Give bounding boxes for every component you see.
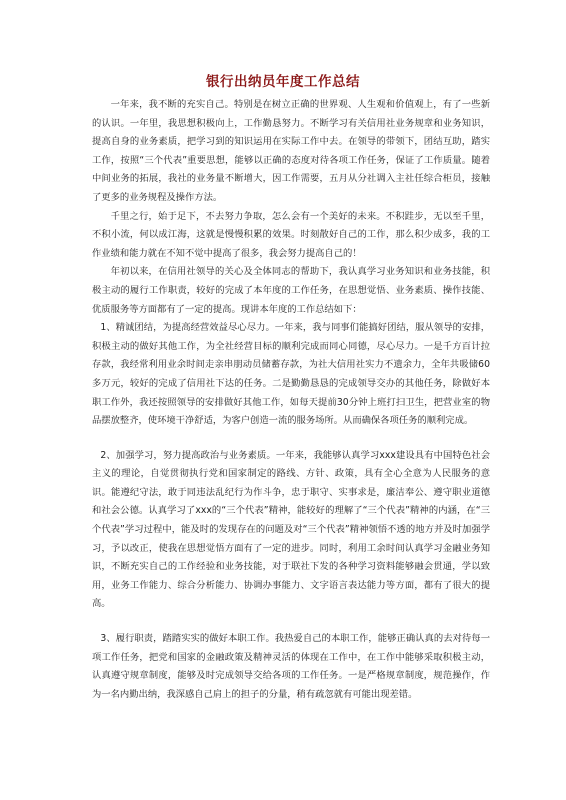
paragraph-accumulation: 千里之行，始于足下，不去努力争取，怎么会有一个美好的未来。不积跬步，无以至千里，不积小流，何以成江海，这就是慢慢积累的效果。时刻散好自己的工作，那么积少成多，我的工作业绩和能力就在不知不觉中提高了很多，我会努力提高自己的！: [92, 210, 490, 259]
paragraph-item-1: 1、精诚团结，为提高经营效益尽心尽力。一年来，我与同事们能搞好团结，服从领导的安排，积极主动的做好其他工作，为全社经营目标的顺利完成而同心同德，尽心尽力。一是千方百计拉存款，我经常利用业余时间走亲串朋动员储蓄存款，为社大信用社实力不遗余力，全年共吸储60多万元，较好的完成了信用社下达的任务。二是勤勤恳恳的完成领导交办的其他任务，除做好本职工作外，我还按照领导的安排做好其他工作，如每天提前30分钟上班打扫卫生，把营业室的物品摆放整齐，使环境干净舒适，为客户创造一流的服务场所。从而确保各项任务的顺利完成。: [92, 322, 490, 427]
paragraph-item-2: 2、加强学习，努力提高政治与业务素质。一年来，我能够认真学习xxx建设具有中国特色社会主义的理论，自觉贯彻执行党和国家制定的路线、方针、政策，具有全心全意为人民服务的意识。能遵纪守法，敢于同违法乱纪行为作斗争，忠于职守、实事求是，廉洁奉公、遵守职业道德和社会公德。认真学习了xxx的“三个代表”精神，能较好的理解了“三个代表”精神的内涵，在“三个代表”学习过程中，能及时的发现存在的问题及对“三个代表”精神领悟不透的地方并及时加强学习，予以改正，使我在思想觉悟方面有了一定的进步。同时，利用工余时间认真学习金融业务知识，不断充实自己的工作经验和业务技能，对于联社下发的各种学习资料能够融会贯通，学以致用，业务工作能力、综合分析能力、协调办事能力、文字语言表达能力等方面，都有了很大的提高。: [92, 449, 490, 610]
paragraph-intro: 一年来，我不断的充实自己。特别是在树立正确的世界观、人生观和价值观上，有了一些新的认识。一年里，我思想积极向上，工作勤恳努力。不断学习有关信用社业务规章和业务知识，提高自身的业务素质，把学习到的知识运用在实际工作中去。在领导的带领下，团结互助，踏实工作，按照“三个代表”重要思想，能够以正确的态度对待各项工作任务，保证了工作质量。随着中间业务的拓展，我社的业务量不断增大，因工作需要，五月从分社调入主社任综合柜员，接触了更多的业务规程及操作方法。: [92, 99, 490, 203]
document-title: 银行出纳员年度工作总结: [206, 74, 360, 90]
document-body: [92, 96, 490, 704]
paragraph-gap: [92, 614, 490, 630]
paragraph-gap: [92, 431, 490, 447]
paragraph-item-3: 3、履行职责，踏踏实实的做好本职工作。我热爱自己的本职工作，能够正确认真的去对待每一项工作任务，把党和国家的金融政策及精神灵活的体现在工作中，在工作中能够采取积极主动，认真遵守规章制度，能够及时完成领导交给各项的工作任务。一是严格规章制度，规范操作，作为一名内勤出纳，我深感自己肩上的担子的分量，稍有疏忽就有可能出现差错。: [92, 633, 490, 700]
paragraph-overview: 年初以来，在信用社领导的关心及全体同志的帮助下，我认真学习业务知识和业务技能，积极主动的履行工作职责，较好的完成了本年度的工作任务，在思想觉悟、业务素质、操作技能、优质服务等方面都有了一定的提高。现讲本年度的工作总结如下：: [92, 266, 490, 315]
